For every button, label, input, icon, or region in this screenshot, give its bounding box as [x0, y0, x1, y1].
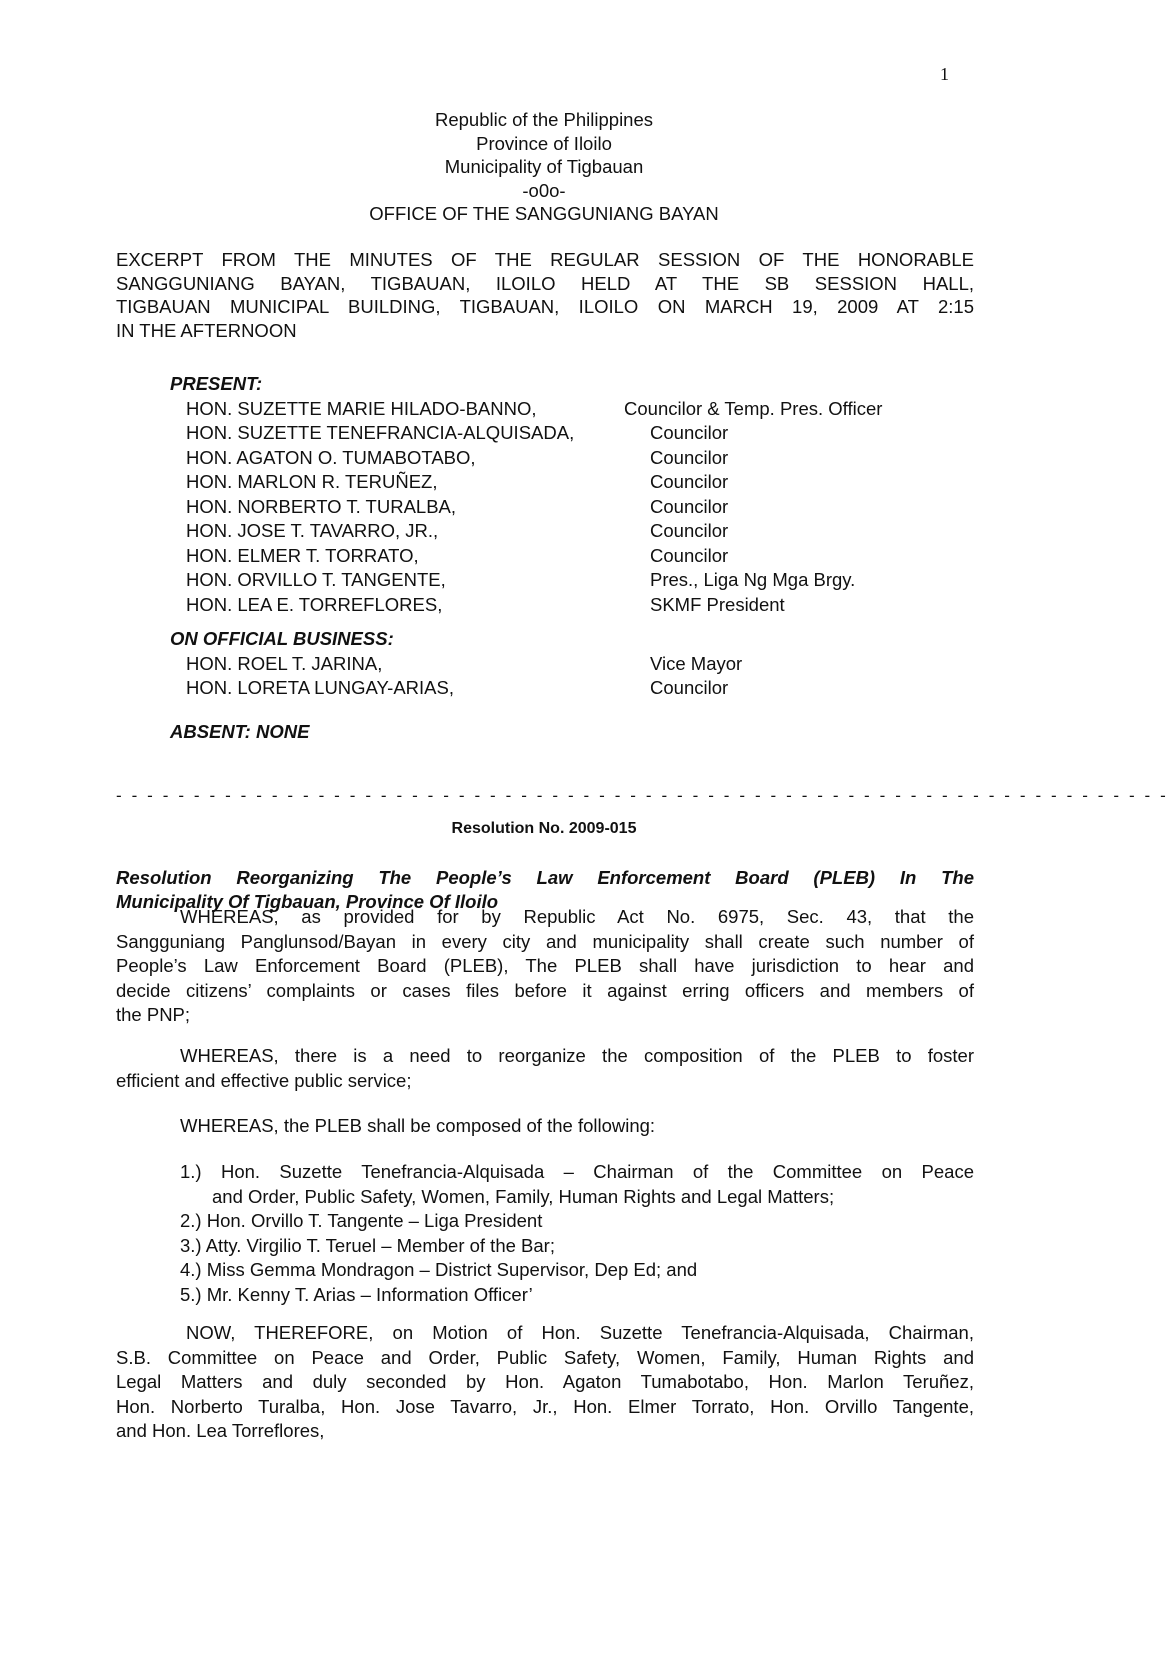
attendee-name: HON. ROEL T. JARINA,	[186, 652, 383, 674]
list-item: 2.) Hon. Orvillo T. Tangente – Liga President	[180, 1210, 543, 1231]
document-header	[0, 108, 1088, 226]
attendee-role: Councilor	[650, 520, 729, 541]
paragraph-line: Hon. Norberto Turalba, Hon. Jose Tavarro, Jr., Hon. Elmer Torrato, Hon. Orvillo Tangente,	[116, 1395, 974, 1417]
attendee-role: Councilor	[650, 422, 729, 443]
paragraph-line: WHEREAS, there is a need to reorganize the composition of the PLEB to foster	[180, 1045, 974, 1066]
paragraph-line: WHEREAS, the PLEB shall be composed of the following:	[180, 1115, 656, 1136]
header-ornament: -o0o-	[522, 179, 566, 201]
absent-label: ABSENT: NONE	[170, 721, 310, 742]
list-item: 3.) Atty. Virgilio T. Teruel – Member of the Bar;	[180, 1234, 555, 1256]
attendance-present	[170, 372, 970, 617]
paragraph-line: People’s Law Enforcement Board (PLEB), The PLEB shall have jurisdiction to hear and	[116, 955, 974, 976]
attendee-name: HON. MARLON R. TERUÑEZ,	[186, 471, 438, 492]
attendee-name: HON. SUZETTE TENEFRANCIA-ALQUISADA,	[186, 422, 575, 443]
attendee-name: HON. AGATON O. TUMABOTABO,	[186, 446, 476, 468]
whereas-paragraph-2	[116, 1044, 974, 1093]
attendee-name: HON. ORVILLO T. TANGENTE,	[186, 569, 446, 590]
resolution-title-line: Municipality Of Tigbauan, Province Of Iloilo	[116, 891, 499, 912]
now-therefore-paragraph	[116, 1321, 974, 1444]
attendee-name: HON. SUZETTE MARIE HILADO-BANNO,	[186, 397, 537, 419]
page-number: 1	[940, 64, 949, 84]
list-item: 4.) Miss Gemma Mondragon – District Supervisor, Dep Ed; and	[180, 1259, 698, 1280]
paragraph-line: WHEREAS, as provided for by Republic Act No. 6975, Sec. 43, that the	[180, 906, 974, 927]
list-item-continuation: and Order, Public Safety, Women, Family, Human Rights and Legal Matters;	[212, 1185, 835, 1207]
resolution-title-line: Resolution Reorganizing The People’s Law Enforcement Board (PLEB) In The	[116, 867, 974, 888]
whereas-paragraph-1	[116, 905, 974, 1028]
attendee-row	[170, 544, 970, 569]
attendee-row	[170, 593, 970, 618]
resolution-number: Resolution No. 2009-015	[451, 820, 637, 837]
attendee-name: HON. LORETA LUNGAY-ARIAS,	[186, 677, 454, 698]
pleb-member-list	[180, 1160, 974, 1307]
attendee-row	[170, 397, 970, 422]
attendee-row	[170, 652, 970, 677]
header-province: Province of Iloilo	[476, 132, 612, 154]
attendance-official-business	[170, 627, 970, 701]
attendee-role: Councilor	[650, 495, 729, 517]
attendee-name: HON. NORBERTO T. TURALBA,	[186, 495, 457, 517]
excerpt-line: EXCERPT FROM THE MINUTES OF THE REGULAR SESSION OF THE HONORABLE	[116, 249, 974, 270]
attendee-role: Councilor	[650, 446, 729, 468]
excerpt-paragraph	[116, 248, 974, 342]
whereas-paragraph-3	[116, 1114, 974, 1139]
attendee-row	[170, 568, 970, 593]
attendee-row	[170, 470, 970, 495]
attendee-row	[170, 495, 970, 520]
paragraph-line: NOW, THEREFORE, on Motion of Hon. Suzette Tenefrancia-Alquisada, Chairman,	[186, 1322, 974, 1343]
paragraph-line: the PNP;	[116, 1004, 191, 1025]
attendee-role: Councilor & Temp. Pres. Officer	[624, 397, 883, 419]
present-label: PRESENT:	[170, 373, 263, 394]
header-republic: Republic of the Philippines	[434, 109, 654, 130]
attendee-name: HON. ELMER T. TORRATO,	[186, 544, 419, 566]
excerpt-line: IN THE AFTERNOON	[116, 319, 297, 341]
excerpt-line: SANGGUNIANG BAYAN, TIGBAUAN, ILOILO HELD AT THE SB SESSION HALL,	[116, 272, 974, 294]
paragraph-line: S.B. Committee on Peace and Order, Public Safety, Women, Family, Human Rights and	[116, 1346, 974, 1368]
list-item: 1.) Hon. Suzette Tenefrancia-Alquisada – Chairman of the Committee on Peace	[180, 1161, 974, 1182]
attendee-role: Vice Mayor	[650, 652, 743, 674]
paragraph-line: and Hon. Lea Torreflores,	[116, 1420, 325, 1441]
paragraph-line: Sangguniang Panglunsod/Bayan in every city and municipality shall create such number of	[116, 930, 974, 952]
attendee-row	[170, 676, 970, 701]
attendee-row	[170, 519, 970, 544]
excerpt-line: TIGBAUAN MUNICIPAL BUILDING, TIGBAUAN, ILOILO ON MARCH 19, 2009 AT 2:15	[116, 296, 974, 317]
paragraph-line: decide citizens’ complaints or cases files before it against erring officers and members of	[116, 979, 974, 1001]
header-municipality: Municipality of Tigbauan	[444, 156, 644, 177]
attendee-name: HON. LEA E. TORREFLORES,	[186, 593, 443, 615]
attendee-name: HON. JOSE T. TAVARRO, JR.,	[186, 520, 439, 541]
list-item: 5.) Mr. Kenny T. Arias – Information Officer’	[180, 1283, 533, 1305]
separator-line: - - - - - - - - - - - - - - - - - - - - - - - - - - - - - - - - - - - - - - - - - - - - - - - - - - - - - - - - - - - - - - - - - - - -	[116, 786, 1168, 805]
attendee-role: Councilor	[650, 677, 729, 698]
attendee-role: Councilor	[650, 544, 729, 566]
attendee-row	[170, 421, 970, 446]
paragraph-line: Legal Matters and duly seconded by Hon. Agaton Tumabotabo, Hon. Marlon Teruñez,	[116, 1371, 974, 1392]
attendee-role: Pres., Liga Ng Mga Brgy.	[650, 569, 856, 590]
attendee-role: SKMF President	[650, 593, 785, 615]
paragraph-line: efficient and effective public service;	[116, 1069, 412, 1091]
official-business-label: ON OFFICIAL BUSINESS:	[170, 628, 394, 649]
attendee-row	[170, 446, 970, 471]
header-office: OFFICE OF THE SANGGUNIANG BAYAN	[369, 203, 719, 224]
attendee-role: Councilor	[650, 471, 729, 492]
